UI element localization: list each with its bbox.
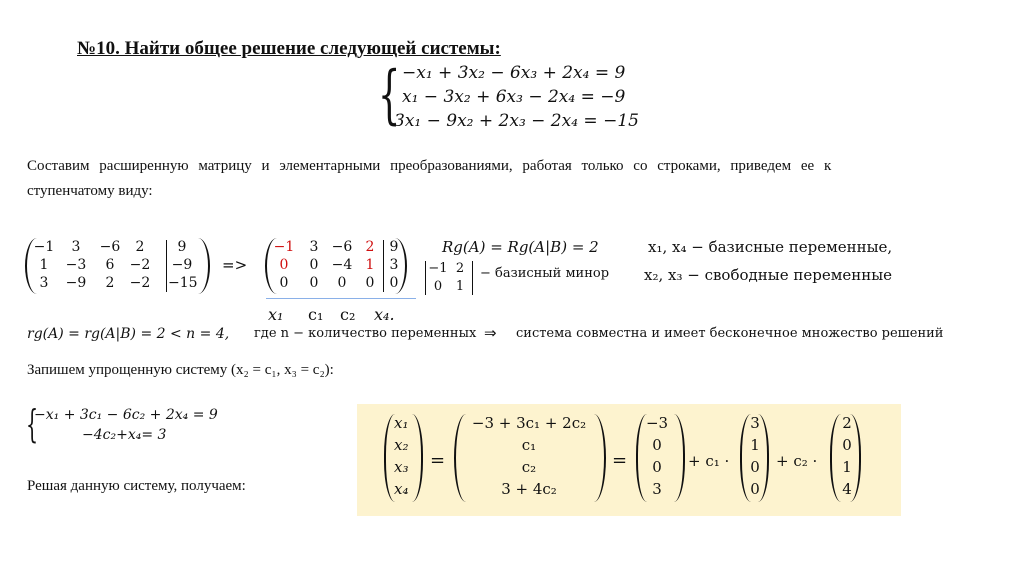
particular-entry: 3 — [652, 480, 662, 498]
matrix-cell: 3 — [39, 275, 49, 291]
basis-vector-1-entry: 3 — [750, 414, 760, 432]
simplified-eq-2: −4c₂+x₄= 3 — [82, 427, 167, 443]
simplified-brace: { — [26, 402, 39, 446]
system-brace: { — [378, 58, 401, 132]
matrix-cell: −2 — [129, 275, 151, 291]
x-vector-entry: x₂ — [394, 436, 409, 454]
matrix-cell: 0 — [279, 257, 289, 273]
c2-coefficient: + c₂ · — [776, 452, 818, 470]
matrix-cell: 2 — [365, 239, 375, 255]
matrix-cell: −15 — [168, 275, 198, 291]
minor-cell: 2 — [455, 261, 465, 276]
system-eq-3: 3x₁ − 9x₂ + 2x₃ − 2x₄ = −15 — [394, 111, 639, 131]
basic-variables: x₁, x₄ − базисные переменные, — [648, 238, 893, 256]
x-vector-entry: x₁ — [394, 414, 409, 432]
augmented-matrix — [22, 238, 212, 296]
minor-cell: 1 — [455, 279, 465, 294]
minor-label: − базисный минор — [480, 266, 610, 281]
x-vector-entry: x₃ — [394, 458, 409, 476]
matrix-cell: −6 — [99, 239, 121, 255]
var-label: x₄. — [374, 305, 395, 324]
minor-cell: 0 — [433, 279, 443, 294]
matrix-cell: 1 — [365, 257, 375, 273]
matrix-cell: 6 — [105, 257, 115, 273]
matrix-cell: −2 — [129, 257, 151, 273]
variables-count-note: где n − количество переменных — [254, 326, 477, 341]
matrix-cell: 0 — [389, 275, 399, 291]
matrix-cell: −3 — [65, 257, 87, 273]
matrix-cell: 2 — [135, 239, 145, 255]
solving-text: Решая данную систему, получаем: — [27, 478, 246, 494]
expr-vector-entry: −3 + 3c₁ + 2c₂ — [471, 414, 587, 432]
system-eq-2: x₁ − 3x₂ + 6x₃ − 2x₄ = −9 — [402, 87, 626, 107]
transform-arrow: => — [222, 256, 248, 274]
basis-vector-1-entry: 1 — [750, 436, 760, 454]
basis-vector-2-entry: 2 — [842, 414, 852, 432]
expr-vector-entry: c₂ — [521, 458, 537, 476]
free-variables: x₂, x₃ − свободные переменные — [644, 266, 893, 284]
matrix-cell: 9 — [389, 239, 399, 255]
simplified-heading: Запишем упрощенную систему (x₂ = c₁, x₃ = c₂): — [27, 362, 334, 378]
particular-entry: −3 — [645, 414, 669, 432]
matrix-cell: −9 — [65, 275, 87, 291]
matrix-cell: −9 — [171, 257, 193, 273]
c1-coefficient: + c₁ · — [688, 452, 730, 470]
matrix-cell: 1 — [39, 257, 49, 273]
matrix-cell: 0 — [309, 275, 319, 291]
matrix-cell: −6 — [331, 239, 353, 255]
rank-equation: Rg(A) = Rg(A|B) = 2 — [442, 238, 599, 256]
matrix-cell: 3 — [389, 257, 399, 273]
general-solution — [372, 412, 912, 512]
underline-divider — [266, 298, 416, 299]
page-title: №10. Найти общее решение следующей системы: — [77, 38, 501, 59]
equals-sign: = — [430, 450, 446, 471]
matrix-cell: −1 — [273, 239, 295, 255]
var-label: c₁ — [308, 305, 324, 324]
matrix-cell: 0 — [309, 257, 319, 273]
matrix-cell: 3 — [71, 239, 81, 255]
intro-line-1: Составим расширенную матрицу и элементарными преобразованиями, работая только со строками, приведем ее к — [27, 158, 832, 174]
particular-entry: 0 — [652, 436, 662, 454]
system-eq-1: −x₁ + 3x₂ − 6x₃ + 2x₄ = 9 — [402, 63, 626, 83]
matrix-cell: 0 — [365, 275, 375, 291]
basis-vector-1-entry: 0 — [750, 480, 760, 498]
echelon-matrix — [262, 238, 412, 296]
expr-vector-entry: 3 + 4c₂ — [501, 480, 557, 498]
basis-vector-1-entry: 0 — [750, 458, 760, 476]
minor-cell: −1 — [428, 261, 448, 276]
x-vector-entry: x₄ — [394, 480, 409, 498]
matrix-cell: 3 — [309, 239, 319, 255]
matrix-cell: −4 — [331, 257, 353, 273]
matrix-cell: 0 — [337, 275, 347, 291]
right-paren — [198, 238, 210, 294]
matrix-cell: 0 — [279, 275, 289, 291]
basis-minor — [422, 259, 482, 299]
implies-arrow: ⇒ — [484, 324, 497, 342]
matrix-cell: −1 — [33, 239, 55, 255]
basis-vector-2-entry: 0 — [842, 436, 852, 454]
var-label: x₁ — [268, 305, 284, 324]
simplified-eq-1: −x₁ + 3c₁ − 6c₂ + 2x₄ = 9 — [34, 407, 218, 423]
intro-line-2: ступенчатому виду: — [27, 183, 153, 199]
equals-sign: = — [612, 450, 628, 471]
expr-vector-entry: c₁ — [521, 436, 537, 454]
var-label: c₂ — [340, 305, 356, 324]
consistency-result: система совместна и имеет бесконечное множество решений — [516, 326, 944, 341]
variable-labels — [268, 305, 418, 327]
particular-entry: 0 — [652, 458, 662, 476]
basis-vector-2-entry: 4 — [842, 480, 852, 498]
rank-conclusion: rg(A) = rg(A|B) = 2 < n = 4, — [27, 326, 230, 342]
matrix-cell: 9 — [177, 239, 187, 255]
basis-vector-2-entry: 1 — [842, 458, 852, 476]
augment-bar — [166, 240, 167, 292]
matrix-cell: 2 — [105, 275, 115, 291]
